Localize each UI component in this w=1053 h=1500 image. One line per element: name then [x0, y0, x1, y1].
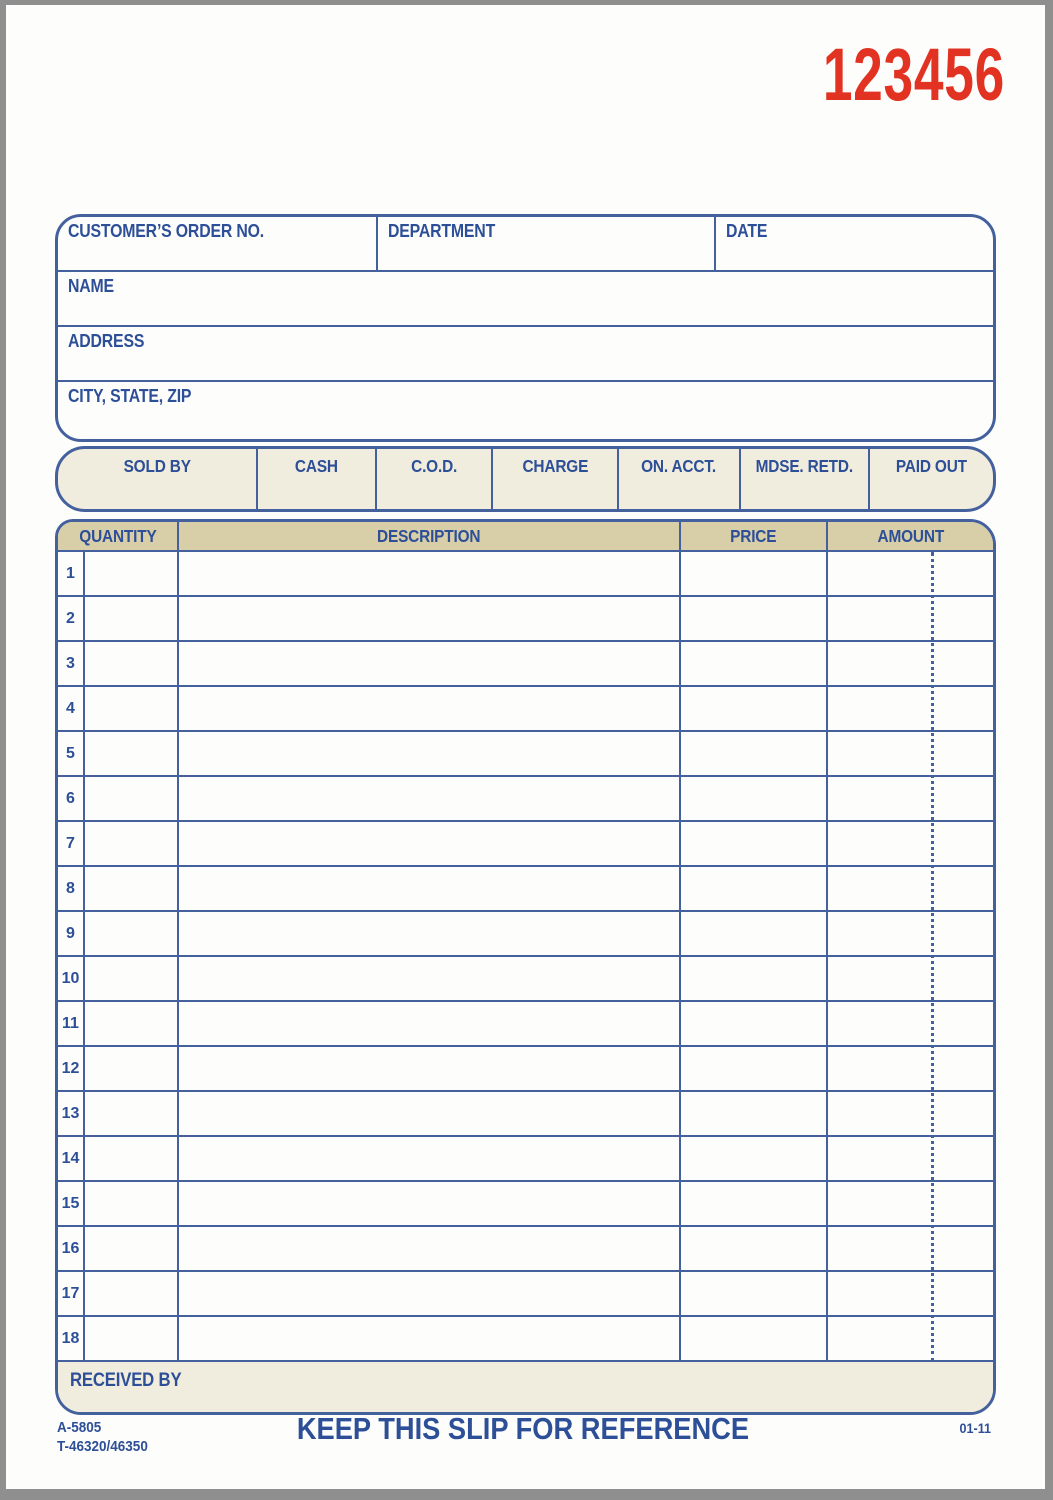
charge-label: CHARGE [522, 456, 588, 476]
amount-cell [828, 1317, 993, 1360]
quantity-cell [85, 687, 179, 730]
quantity-cell [85, 1137, 179, 1180]
department-field [378, 217, 716, 270]
description-cell [179, 1227, 681, 1270]
date-label: DATE [726, 221, 768, 241]
quantity-header-label: QUANTITY [78, 525, 157, 546]
quantity-cell [85, 1317, 179, 1360]
table-row [58, 867, 993, 912]
amount-cell [828, 687, 993, 730]
part-numbers: T-46320/46350 [57, 1438, 148, 1455]
amount-header-label: AMOUNT [877, 525, 944, 546]
description-cell [179, 777, 681, 820]
department-label: DEPARTMENT [388, 221, 496, 241]
price-cell [681, 1002, 828, 1045]
price-cell [681, 1182, 828, 1225]
table-row [58, 687, 993, 732]
price-cell [681, 1272, 828, 1315]
quantity-cell [85, 642, 179, 685]
on-acct-cell [619, 449, 741, 509]
description-cell [179, 1047, 681, 1090]
table-row [58, 732, 993, 777]
quantity-cell [85, 1092, 179, 1135]
quantity-cell [85, 867, 179, 910]
paid-out-cell [870, 449, 993, 509]
description-cell [179, 687, 681, 730]
amount-cell [828, 822, 993, 865]
description-cell [179, 1272, 681, 1315]
description-cell [179, 957, 681, 1000]
quantity-cell [85, 597, 179, 640]
description-header-label: DESCRIPTION [377, 525, 481, 546]
table-row [58, 642, 993, 687]
price-cell [681, 957, 828, 1000]
row-number: 6 [58, 777, 85, 820]
amount-cell [828, 732, 993, 775]
price-header [681, 522, 828, 550]
customer-order-no-field [58, 217, 378, 270]
mdse-retd-cell [741, 449, 870, 509]
price-cell [681, 642, 828, 685]
cash-label: CASH [295, 456, 338, 476]
row-number: 3 [58, 642, 85, 685]
amount-cell [828, 1002, 993, 1045]
price-cell [681, 1227, 828, 1270]
amount-header [828, 522, 993, 550]
order-items-table [55, 519, 996, 1415]
price-cell [681, 1317, 828, 1360]
price-cell [681, 732, 828, 775]
description-cell [179, 732, 681, 775]
table-row [58, 1002, 993, 1047]
quantity-cell [85, 732, 179, 775]
price-cell [681, 822, 828, 865]
description-cell [179, 912, 681, 955]
cod-cell [377, 449, 493, 509]
quantity-cell [85, 1182, 179, 1225]
price-cell [681, 1092, 828, 1135]
amount-cell [828, 1182, 993, 1225]
quantity-header [58, 522, 179, 550]
price-header-label: PRICE [730, 525, 777, 546]
amount-cell [828, 957, 993, 1000]
row-number: 2 [58, 597, 85, 640]
table-row [58, 1047, 993, 1092]
amount-cell [828, 867, 993, 910]
row-number: 14 [58, 1137, 85, 1180]
cash-cell [258, 449, 377, 509]
sold-by-cell [58, 449, 258, 509]
table-row [58, 1182, 993, 1227]
quantity-cell [85, 957, 179, 1000]
payment-method-row [55, 446, 996, 512]
row-number: 13 [58, 1092, 85, 1135]
name-field [58, 272, 993, 327]
table-row [58, 1317, 993, 1362]
row-number: 10 [58, 957, 85, 1000]
customer-info-box [55, 214, 996, 442]
description-cell [179, 642, 681, 685]
description-cell [179, 1092, 681, 1135]
table-row [58, 1227, 993, 1272]
date-field [716, 217, 993, 270]
description-cell [179, 597, 681, 640]
address-field [58, 327, 993, 382]
serial-number: 123456 [822, 33, 1005, 116]
amount-cell [828, 552, 993, 595]
price-cell [681, 912, 828, 955]
cod-label: C.O.D. [410, 456, 458, 476]
row-number: 15 [58, 1182, 85, 1225]
quantity-cell [85, 1227, 179, 1270]
amount-cell [828, 642, 993, 685]
city-state-zip-field [58, 382, 993, 439]
row-number: 1 [58, 552, 85, 595]
amount-cell [828, 1047, 993, 1090]
row-number: 8 [58, 867, 85, 910]
customer-order-no-label: CUSTOMER’S ORDER NO. [68, 221, 264, 241]
description-cell [179, 822, 681, 865]
table-header-row [58, 522, 993, 552]
table-row [58, 552, 993, 597]
city-state-zip-label: CITY, STATE, ZIP [68, 386, 192, 406]
received-by-label: RECEIVED BY [70, 1370, 182, 1391]
table-row [58, 912, 993, 957]
quantity-cell [85, 777, 179, 820]
quantity-cell [85, 552, 179, 595]
row-number: 5 [58, 732, 85, 775]
quantity-cell [85, 1002, 179, 1045]
description-cell [179, 1182, 681, 1225]
amount-cell [828, 912, 993, 955]
amount-cell [828, 1272, 993, 1315]
price-cell [681, 777, 828, 820]
description-cell [179, 1317, 681, 1360]
price-cell [681, 867, 828, 910]
row-number: 12 [58, 1047, 85, 1090]
table-rows [58, 552, 993, 1362]
amount-cell [828, 597, 993, 640]
reference-notice [0, 1411, 1045, 1447]
price-cell [681, 552, 828, 595]
form-number: A-5805 [57, 1419, 102, 1436]
table-row [58, 822, 993, 867]
description-cell [179, 867, 681, 910]
table-row [58, 1137, 993, 1182]
order-info-row [58, 217, 993, 272]
revision-code: 01-11 [959, 1420, 991, 1436]
description-cell [179, 1002, 681, 1045]
row-number: 16 [58, 1227, 85, 1270]
mdse-retd-label: MDSE. RETD. [755, 456, 854, 476]
table-row [58, 597, 993, 642]
charge-cell [493, 449, 619, 509]
row-number: 18 [58, 1317, 85, 1360]
price-cell [681, 597, 828, 640]
quantity-cell [85, 912, 179, 955]
amount-cell [828, 1137, 993, 1180]
on-acct-label: ON. ACCT. [641, 456, 717, 476]
address-label: ADDRESS [68, 331, 145, 351]
reference-notice-label: KEEP THIS SLIP FOR REFERENCE [296, 1411, 749, 1446]
amount-cell [828, 1227, 993, 1270]
row-number: 9 [58, 912, 85, 955]
paid-out-label: PAID OUT [895, 456, 968, 476]
description-cell [179, 1137, 681, 1180]
row-number: 17 [58, 1272, 85, 1315]
quantity-cell [85, 822, 179, 865]
row-number: 7 [58, 822, 85, 865]
row-number: 4 [58, 687, 85, 730]
description-cell [179, 552, 681, 595]
row-number: 11 [58, 1002, 85, 1045]
name-label: NAME [68, 276, 114, 296]
description-header [179, 522, 681, 550]
amount-cell [828, 1092, 993, 1135]
cents-divider-line [931, 552, 934, 1362]
amount-cell [828, 777, 993, 820]
table-row [58, 1272, 993, 1317]
price-cell [681, 687, 828, 730]
price-cell [681, 1047, 828, 1090]
price-cell [681, 1137, 828, 1180]
received-by-row [58, 1362, 993, 1412]
quantity-cell [85, 1272, 179, 1315]
sold-by-label: SOLD BY [123, 456, 191, 476]
table-row [58, 1092, 993, 1137]
table-row [58, 777, 993, 822]
table-row [58, 957, 993, 1002]
quantity-cell [85, 1047, 179, 1090]
